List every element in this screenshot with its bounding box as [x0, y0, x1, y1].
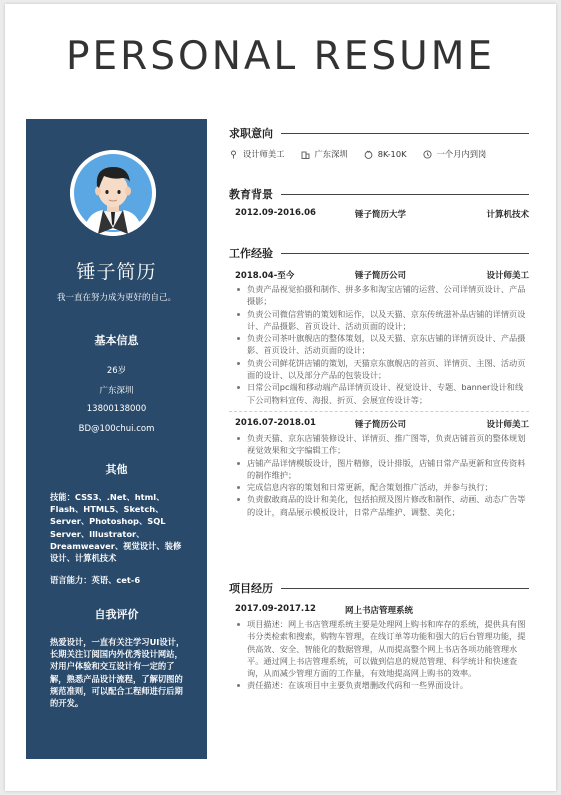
divider: [281, 253, 529, 254]
list-item: 完成信息内容的策划和日常更新，配合策划推广活动，并参与执行；: [235, 481, 529, 493]
job-role: 设计师美工: [486, 271, 529, 281]
motto: 我一直在努力成为更好的自己。: [56, 293, 176, 303]
self-eval-text: 热爱设计，一直有关注学习UI设计，长期关注订阅国内外优秀设计网站，对用户体验和交互设计有一定的了解，熟悉产品设计流程，了解切图的规范准则，可以配合工程师进行后期的开发。: [50, 637, 185, 709]
intent-availability: 一个月内到岗: [436, 149, 487, 159]
education-heading: 教育背景: [229, 188, 273, 201]
intent-heading: 求职意向: [229, 127, 273, 140]
work-heading: 工作经验: [229, 247, 273, 260]
divider: [281, 133, 529, 134]
project-date: 2017.09-2017.12: [235, 604, 316, 614]
education-section: [229, 187, 529, 220]
list-item: 日常公司pc端和移动端产品详情页设计、视觉设计、专题、banner设计和线下公司物料宣传、海报、折页、会展宣传设计等；: [235, 381, 529, 406]
divider: [229, 411, 529, 412]
job-bullets: [229, 283, 529, 406]
self-eval-heading: 自我评价: [94, 608, 139, 621]
list-item: 负责公司鲜花饼店铺的策划，天猫京东旗舰店的首页、详情页、主图、活动页面的设计、以及部分产品的包装设计；: [235, 357, 529, 382]
list-item: 负责叡敢商品的设计和美化，包括拍照及图片修改和制作、动画、动态广告等的设计，商品展示模板设计，日常产品维护、调整、美化；: [235, 493, 529, 518]
divider: [281, 588, 529, 589]
candidate-name: 锤子简历: [76, 261, 157, 283]
list-item: 店铺产品详情模版设计，图片精修，设计排版，店铺日常产品更新和宣传资料的制作维护；: [235, 457, 529, 482]
list-item: 负责产品视觉拍摄和制作、拼多多和淘宝店铺的运营、公司详情页设计、产品摄影；: [235, 283, 529, 308]
job-company: 锤子简历公司: [355, 271, 407, 281]
language-text: 语言能力：英语、cet-6: [50, 575, 141, 585]
job-role: 设计师美工: [486, 419, 529, 430]
intent-salary: 8K-10K: [377, 149, 407, 159]
divider: [281, 194, 529, 195]
email-text: BD@100chui.com: [78, 424, 155, 434]
position-icon: [229, 150, 238, 159]
project-heading: 项目经历: [229, 582, 273, 595]
list-item: 责任描述：在该项目中主要负责增删改代码和一些界面设计。: [235, 679, 529, 691]
job-company: 锤子简历公司: [355, 419, 407, 430]
work-section: [229, 246, 529, 518]
job-bullets: [229, 432, 529, 518]
skills-text: 技能：CSS3、.Net、html、Flash、HTML5、Sketch、Server、Photoshop、SQL Server、Illustrator、Dreamweaver、视觉设计、装修设计、计算机技术: [50, 492, 182, 564]
job-date: 2016.07-2018.01: [235, 417, 316, 428]
clock-icon: [423, 150, 432, 159]
resume-page: [5, 4, 556, 791]
project-section: [229, 581, 529, 692]
list-item: 负责天猫、京东店铺装修设计、详情页、推广图等，负责店铺首页的整体规划视觉效果和文字编辑工作；: [235, 432, 529, 457]
building-icon: [301, 150, 310, 159]
intent-position: 设计师美工: [243, 149, 285, 159]
education-major: 计算机技术: [486, 210, 529, 220]
project-bullets: [229, 618, 529, 692]
education-date: 2012.09-2016.06: [235, 208, 316, 218]
basic-info-heading: 基本信息: [94, 334, 139, 347]
page-title: PERSONAL RESUME: [65, 34, 496, 79]
sidebar: [26, 119, 207, 759]
age-text: 26岁: [106, 366, 127, 376]
job-date: 2018.04-至今: [235, 271, 295, 281]
phone-text: 13800138000: [86, 404, 147, 414]
project-name: 网上书店管理系统: [345, 606, 414, 616]
city-text: 广东深圳: [99, 386, 134, 396]
intent-city: 广东深圳: [314, 149, 348, 159]
list-item: 负责公司茶叶旗舰店的整体策划，以及天猫、京东店铺的详情页设计、产品摄影、首页设计、活动页面的设计；: [235, 332, 529, 357]
list-item: 项目描述：网上书店管理系统主要是处理网上购书和库存的系统，提供具有图书分类检索和搜索，购物车管理，在线订单等功能和强大的后台管理功能，提供高效、安全、智能化的数据管理，从而提高整个网上书店各项功能管理水平。通过网上书店管理系统，可以做到信息的规范管理、科学统计和快速查询，从而减少管理方面的工作量，有效地提高网上购书的效率。: [235, 618, 529, 679]
intent-section: [229, 126, 529, 160]
education-school: 锤子简历大学: [355, 210, 407, 220]
other-heading: 其他: [105, 463, 128, 476]
avatar: [70, 150, 156, 236]
salary-icon: [364, 150, 373, 159]
list-item: 负责公司微信营销的策划和运作，以及天猫、京东传统滋补品店铺的详情页设计、产品摄影、首页设计、活动页面的设计；: [235, 308, 529, 333]
